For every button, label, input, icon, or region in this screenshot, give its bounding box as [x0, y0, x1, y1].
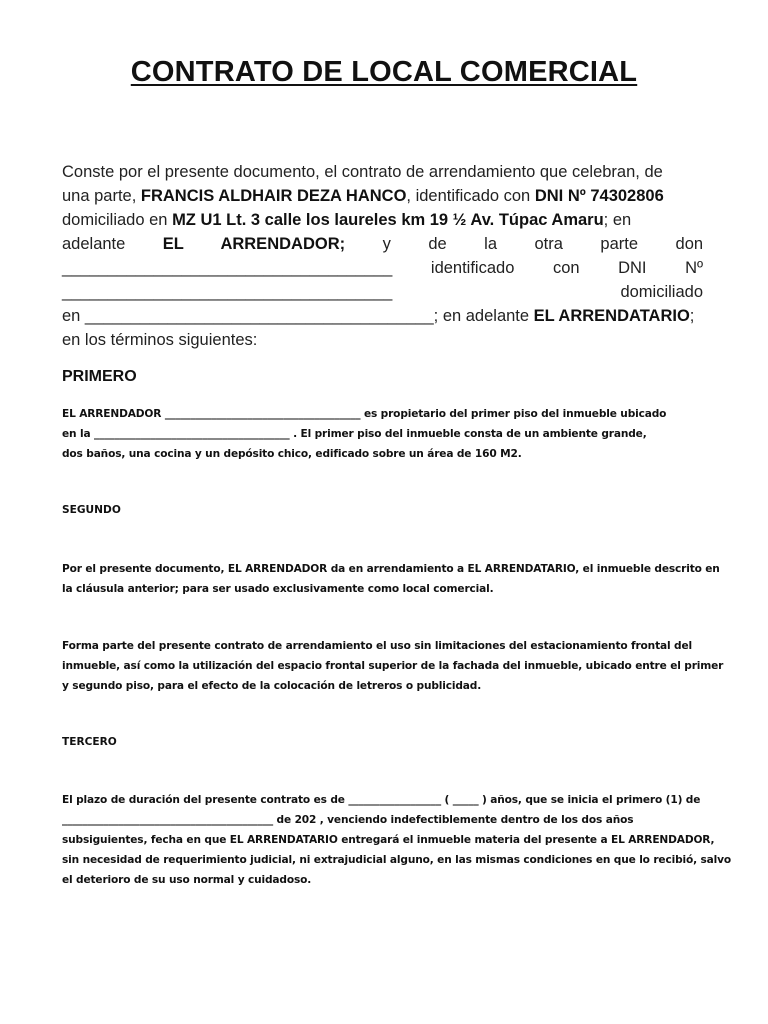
- intro-word: DNI: [618, 259, 647, 277]
- intro-word: y: [382, 235, 391, 253]
- blank-line: ____________________________________: [62, 283, 393, 301]
- intro-line-2: [62, 184, 703, 208]
- paragraph-line: en la ______________________________________ . El primer piso del inmueble consta de un ambiente grande,: [62, 428, 647, 440]
- intro-paragraph: [62, 160, 703, 352]
- intro-word: otra: [534, 235, 563, 253]
- paragraph-line: Forma parte del presente contrato de arrendamiento el uso sin limitaciones del estacionamiento frontal del: [62, 640, 692, 652]
- arrendador-dni: DNI Nº 74302806: [534, 187, 664, 205]
- intro-line-4: [62, 232, 703, 256]
- intro-line-5: [62, 256, 703, 280]
- intro-text: , identificado con: [406, 187, 535, 205]
- intro-word: con: [552, 259, 580, 277]
- intro-line-6: [62, 280, 703, 304]
- intro-word: parte: [600, 235, 639, 253]
- arrendador-address: MZ U1 Lt. 3 calle los laureles km 19 ½ Av. Túpac Amaru: [172, 211, 604, 229]
- segundo-paragraph-2: [62, 636, 724, 696]
- primero-paragraph: [62, 404, 707, 464]
- paragraph-line: El plazo de duración del presente contrato es de __________________ ( _____ ) años, que se inicia el primero (1) de: [62, 794, 701, 806]
- section-heading-primero: PRIMERO: [62, 368, 137, 385]
- intro-word: Nº: [685, 259, 704, 277]
- paragraph-line: _________________________________________ de 202 , venciendo indefectiblemente dentro de los dos años: [62, 814, 634, 826]
- intro-line-8: en los términos siguientes:: [62, 331, 258, 349]
- section-heading-tercero: TERCERO: [62, 736, 117, 748]
- paragraph-line: la cláusula anterior; para ser usado exclusivamente como local comercial.: [62, 583, 494, 595]
- intro-word: don: [675, 235, 704, 253]
- paragraph-line: Por el presente documento, EL ARRENDADOR da en arrendamiento a EL ARRENDATARIO, el inmueble descrito en: [62, 563, 720, 575]
- intro-text: ; en: [603, 211, 632, 229]
- paragraph-line: el deterioro de su uso normal y cuidadoso.: [62, 874, 312, 886]
- arrendatario-role: EL ARRENDATARIO: [533, 307, 690, 325]
- intro-line-3: [62, 208, 703, 232]
- intro-line-1: Conste por el presente documento, el contrato de arrendamiento que celebran, de: [62, 163, 663, 181]
- paragraph-line: y segundo piso, para el efecto de la colocación de letreros o publicidad.: [62, 680, 482, 692]
- intro-word: la: [484, 235, 498, 253]
- paragraph-line: subsiguientes, fecha en que EL ARRENDATARIO entregará el inmueble materia del presente a EL ARRENDADOR,: [62, 834, 715, 846]
- intro-text: domiciliado en: [62, 211, 173, 229]
- intro-word: adelante: [62, 235, 126, 253]
- blank-line: ____________________________________: [62, 259, 393, 277]
- intro-line-7: [62, 304, 703, 328]
- tercero-paragraph: [62, 790, 732, 890]
- arrendador-role: EL ARRENDADOR;: [162, 235, 346, 253]
- intro-text: una parte,: [62, 187, 141, 205]
- intro-text: en ______________________________________; en adelante: [62, 307, 534, 325]
- arrendador-name: FRANCIS ALDHAIR DEZA HANCO: [140, 187, 407, 205]
- intro-word: domiciliado: [620, 283, 703, 301]
- segundo-paragraph-1: [62, 559, 720, 599]
- paragraph-line: EL ARRENDADOR ______________________________________ es propietario del primer piso del inmueble ubicado: [62, 408, 667, 420]
- intro-word: identificado: [430, 259, 515, 277]
- paragraph-line: sin necesidad de requerimiento judicial, ni extrajudicial alguno, en las mismas condiciones en que lo recibió, salvo: [62, 854, 732, 866]
- paragraph-line: dos baños, una cocina y un depósito chico, edificado sobre un área de 160 M2.: [62, 448, 522, 460]
- paragraph-line: inmueble, así como la utilización del espacio frontal superior de la fachada del inmueble, ubicado entre el primer: [62, 660, 724, 672]
- intro-word: de: [428, 235, 447, 253]
- section-heading-segundo: SEGUNDO: [62, 504, 121, 516]
- document-title: CONTRATO DE LOCAL COMERCIAL: [130, 56, 638, 88]
- intro-text: ;: [689, 307, 695, 325]
